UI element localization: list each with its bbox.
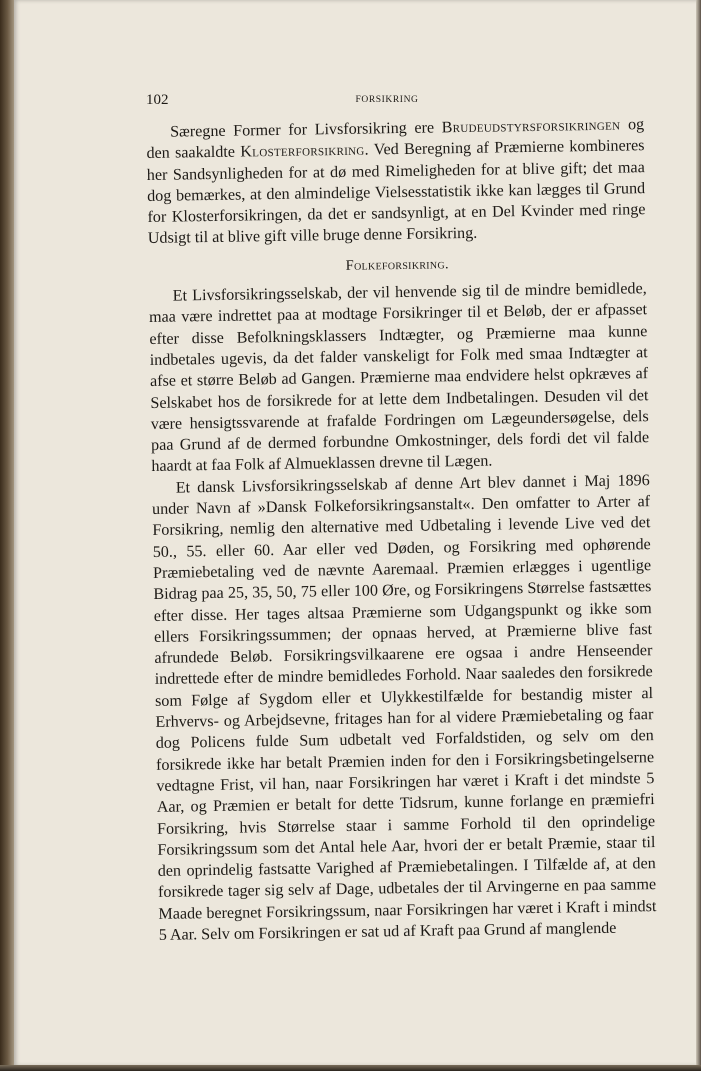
running-head: FORSIKRING [355,95,419,105]
paragraph-special-forms: Særegne Former for Livsforsikring ere Brudeudstyrsforsikringen og den saakaldte Klosterforsikring. Ved Beregning af Præmierne kombineres her Sandsynligheden for at dø med Rimeligheden for at blive gift; det maa dog bemærkes, at den almindelige Vielsesstatistik ikke kan lægges til Grund for Klosterforsikringen, da det er sandsynligt, at en Del Kvinder med ringe Udsigt til at blive gift ville bruge denne Forsikring. [146,116,646,248]
section-heading-folkeforsikring: Folkeforsikring. [345,256,449,274]
page-right-edge [696,0,701,1071]
term-klosterforsikring: Klosterforsikring [240,141,365,161]
page-number: 102 [146,92,169,108]
paragraph-dansk-folkeforsikringsanstalt: Et dansk Livsforsikringsselskab af denne Art blev dannet i Maj 1896 under Navn af »Dansk Folkeforsikringsanstalt«. Den omfatter to Arter af Forsikring, nemlig den alternative med Udbetaling i levende Live ved det 50., 55. eller 60. Aar eller ved Døden, og Forsikring med ophørende Præmiebetaling ved de nævnte Aaremaal. Præmien erlægges i ugentlige Bidrag paa 25, 35, 50, 75 eller 100 Øre, og Forsikringens Størrelse fastsættes efter disse. Her tages altsaa Præmierne som Udgangspunkt og ikke som ellers Forsikringssummen; der opnaas herved, at Præmierne blive fast afrundede Beløb. Forsikringsvilkaarene ere ogsaa i andre Henseender indrettede efter de mindre bemidledes Forhold. Naar saaledes den forsikrede som Følge af Sygdom eller et Ulykkestilfælde for bestandig mister al Erhvervs- og Arbejdsevne, fritages han for al videre Præmiebetaling og faar dog Policens fulde Sum udbetalt ved Forfaldstiden, og selv om den forsikrede ikke har betalt Præmien inden for den i Forsikringsbetingelserne vedtagne Frist, vil han, naar Forsikringen har været i Kraft i det mindste 5 Aar, og Præmien er betalt for dette Tidsrum, kunne forlange en præmiefri Forsikring, hvis Størrelse staar i samme Forhold til den oprindelige Forsikringssum som det Antal hele Aar, hvori der er betalt Præmie, staar til den oprindelig fastsatte Varighed af Præmiebetalingen. I Tilfælde af, at den forsikrede tager sig selv af Dage, udbetales der til Arvingerne en paa samme Maade beregnet Forsikringssum, naar Forsikringen har været i Kraft i mindst 5 Aar. Selv om Forsikringen er sat ud af Kraft paa Grund af manglende [151,471,657,944]
page-header [146,92,628,112]
page-bottom-edge [0,1065,701,1071]
paragraph-folkeforsikring-intro: Et Livsforsikringsselskab, der vil henvende sig til de mindre bemidlede, maa være indrettet paa at modtage Forsikringer til et Beløb, der er afpasset efter disse Befolkningsklassers Indtægter, og Præmierne maa kunne indbetales ugevis, da det falder vanskeligt for Folk med smaa Indtægter at afse et større Beløb ad Gangen. Præmierne maa endvidere helst opkræves af Selskabet hos de forsikrede for at lette dem Indbetalingen. Desuden vil det være hensigtssvarende at frafalde Fordringen om Lægeundersøgelse, dels paa Grund af de dermed forbundne Omkostninger, dels fordi det vil falde haardt at faa Folk af Almueklassen drevne til Lægen. [148,280,650,476]
body-text [146,114,657,946]
term-brudeudstyrsforsikringen: Brudeudstyrsforsikringen [441,116,621,137]
